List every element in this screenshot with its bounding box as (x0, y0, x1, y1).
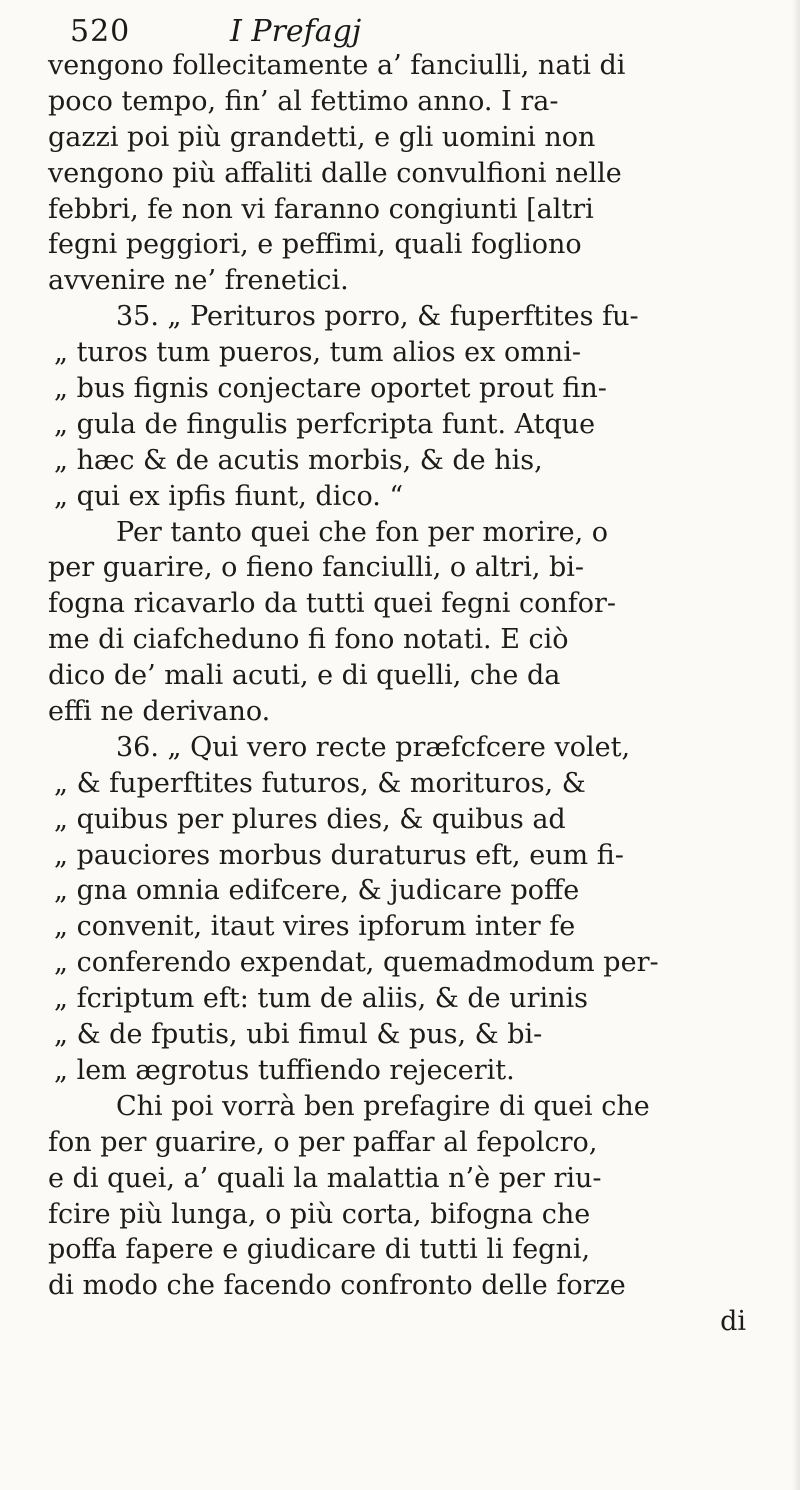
text-line: gazzi poi più grandetti, e gli uomini non (48, 121, 596, 153)
text-line: „ quibus per plures dies, & quibus ad (54, 803, 566, 835)
text-line: Per tanto quei che fon per morire, o (116, 516, 609, 548)
text-line: dico de’ mali acuti, e di quelli, che da (48, 660, 561, 692)
text-line: vengono più affaliti dalle convulfioni nelle (48, 157, 622, 189)
text-line: poffa fapere e giudicare di tutti li fegni, (48, 1234, 591, 1266)
page-number: 520 (70, 14, 131, 49)
text-line: fon per guarire, o per paffar al fepolcro, (48, 1126, 598, 1158)
text-line: effi ne derivano. (48, 696, 271, 728)
text-line: febbri, fe non vi faranno congiunti [altri (48, 193, 594, 225)
text-line: Chi poi vorrà ben prefagire di quei che (116, 1090, 650, 1122)
text-line: me di ciafcheduno fi fono notati. E ciò (48, 624, 569, 656)
text-line: „ conferendo expendat, quemadmodum per- (54, 947, 659, 979)
text-line: fegni peggiori, e peffimi, quali fogliono (48, 229, 582, 261)
text-line: „ gna omnia edifcere, & judicare poffe (54, 875, 580, 907)
page-edge-shadow (792, 0, 800, 1490)
text-line: e di quei, a’ quali la malattia n’è per riu- (48, 1162, 602, 1194)
text-line: „ hæc & de acutis morbis, & de his, (54, 444, 543, 476)
text-line: „ & fuperftites futuros, & morituros, & (54, 767, 586, 799)
text-line: vengono follecitamente a’ fanciulli, nati di (48, 50, 626, 81)
text-line: fcire più lunga, o più corta, bifogna che (48, 1198, 591, 1230)
text-line: fogna ricavarlo da tutti quei fegni confor- (48, 588, 616, 620)
running-head: I Prefagj (230, 14, 362, 49)
text-line: avvenire ne’ frenetici. (48, 265, 349, 297)
text-line: 35. „ Perituros porro, & fuperftites fu- (116, 301, 639, 333)
text-line: „ bus fignis conjectare oportet prout fin- (54, 373, 607, 405)
text-line: 36. „ Qui vero recte præfcfcere volet, (116, 731, 631, 763)
catchword: di (720, 1306, 746, 1338)
text-line: „ lem ægrotus tuffiendo rejecerit. (54, 1054, 515, 1086)
body-text (48, 48, 768, 1340)
text-line: „ qui ex ipfis fiunt, dico. “ (54, 480, 404, 512)
text-line: „ gula de fingulis perfcripta funt. Atque (54, 408, 596, 440)
text-line: „ turos tum pueros, tum alios ex omni- (54, 337, 581, 369)
text-line: „ pauciores morbus duraturus eft, eum fi- (54, 839, 624, 871)
text-line: „ convenit, itaut vires ipforum inter fe (54, 911, 576, 943)
text-line: di modo che facendo confronto delle forze (48, 1270, 626, 1302)
text-line: „ fcriptum eft: tum de aliis, & de urinis (54, 983, 589, 1015)
text-line: „ & de fputis, ubi fimul & pus, & bi- (54, 1019, 543, 1051)
text-line: poco tempo, fin’ al fettimo anno. I ra- (48, 85, 559, 117)
text-line: per guarire, o fieno fanciulli, o altri, bi- (48, 552, 585, 584)
